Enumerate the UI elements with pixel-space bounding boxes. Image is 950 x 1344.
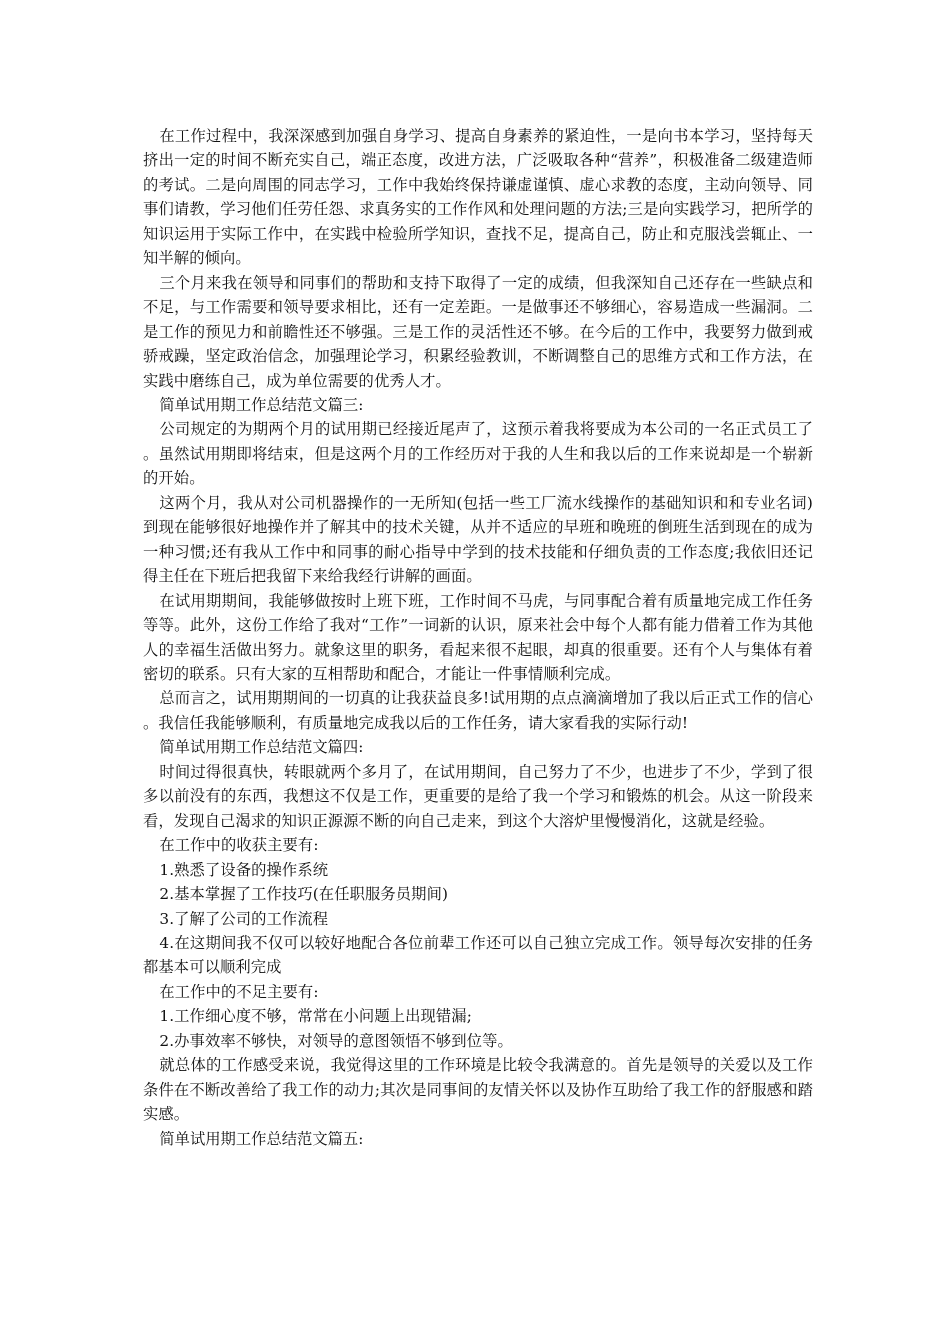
list-item: 1.熟悉了设备的操作系统 (159, 860, 329, 879)
paragraph: 时间过得很真快，转眼就两个多月了，在试用期间，自己努力了不少，也进步了不少，学到了很多以前没有的东西，我想这不仅是工作，更重要的是给了我一个学习和锻炼的机会。从这一阶段来看，发现自己渴求的知识正源源不断的向自己走来，到这个大溶炉里慢慢消化，这就是经验。 (143, 762, 813, 830)
list-heading: 在工作中的不足主要有: (159, 982, 319, 1001)
paragraph: 三个月来我在领导和同事们的帮助和支持下取得了一定的成绩，但我深知自己还存在一些缺点和不足，与工作需要和领导要求相比，还有一定差距。一是做事还不够细心，容易造成一些漏洞。二是工作的预见力和前瞻性还不够强。三是工作的灵活性还不够。在今后的工作中，我要努力做到戒骄戒躁，坚定政治信念，加强理论学习，积累经验教训，不断调整自己的思维方式和工作方法，在实践中磨练自己，成为单位需要的优秀人才。 (143, 273, 813, 390)
paragraph: 就总体的工作感受来说，我觉得这里的工作环境是比较令我满意的。首先是领导的关爱以及工作条件在不断改善给了我工作的动力;其次是同事间的友情关怀以及协作互助给了我工作的舒服感和踏实感。 (143, 1056, 813, 1124)
section-heading: 简单试用期工作总结范文篇四: (159, 738, 364, 757)
paragraph: 这两个月，我从对公司机器操作的一无所知(包括一些工厂流水线操作的基础知识和和专业名词)到现在能够很好地操作并了解其中的技术关键，从并不适应的早班和晚班的倒班生活到现在的成为一种习惯;还有我从工作中和同事的耐心指导中学到的技术技能和仔细负责的工作态度;我依旧还记得主任在下班后把我留下来给我经行讲解的画面。 (143, 493, 813, 586)
list-item: 2.基本掌握了工作技巧(在任职服务员期间) (159, 885, 449, 904)
list-item: 3.了解了公司的工作流程 (159, 909, 329, 928)
paragraph: 总而言之，试用期期间的一切真的让我获益良多!试用期的点点滴滴增加了我以后正式工作的信心。我信任我能够顺利，有质量地完成我以后的工作任务，请大家看我的实际行动! (143, 689, 813, 732)
list-item: 4.在这期间我不仅可以较好地配合各位前辈工作还可以自己独立完成工作。领导每次安排的任务都基本可以顺利完成 (143, 933, 813, 977)
paragraph: 在工作过程中，我深深感到加强自身学习、提高自身素养的紧迫性，一是向书本学习，坚持每天挤出一定的时间不断充实自己，端正态度，改进方法，广泛吸取各种“营养”，积极准备二级建造师的考试。二是向周围的同志学习，工作中我始终保持谦虚谨慎、虚心求教的态度，主动向领导、同事们请教，学习他们任劳任怨、求真务实的工作作风和处理问题的方法;三是向实践学习，把所学的知识运用于实际工作中，在实践中检验所学知识，查找不足，提高自己，防止和克服浅尝辄止、一知半解的倾向。 (143, 127, 813, 268)
document-page (143, 124, 813, 1151)
paragraph: 公司规定的为期两个月的试用期已经接近尾声了，这预示着我将要成为本公司的一名正式员工了。虽然试用期即将结束，但是这两个月的工作经历对于我的人生和我以后的工作来说却是一个崭新的开始。 (143, 420, 813, 488)
paragraph: 在试用期期间，我能够做按时上班下班，工作时间不马虎，与同事配合着有质量地完成工作任务等等。此外，这份工作给了我对“工作”一词新的认识，原来社会中每个人都有能力借着工作为其他人的幸福生活做出努力。就象这里的职务，看起来很不起眼，却真的很重要。还有个人与集体有着密切的联系。只有大家的互相帮助和配合，才能让一件事情顺利完成。 (143, 591, 813, 683)
list-heading: 在工作中的收获主要有: (159, 836, 319, 855)
section-heading: 简单试用期工作总结范文篇五: (159, 1129, 364, 1148)
list-item: 2.办事效率不够快，对领导的意图领悟不够到位等。 (159, 1031, 513, 1050)
list-item: 1.工作细心度不够，常常在小问题上出现错漏; (159, 1007, 472, 1026)
section-heading: 简单试用期工作总结范文篇三: (159, 395, 364, 414)
